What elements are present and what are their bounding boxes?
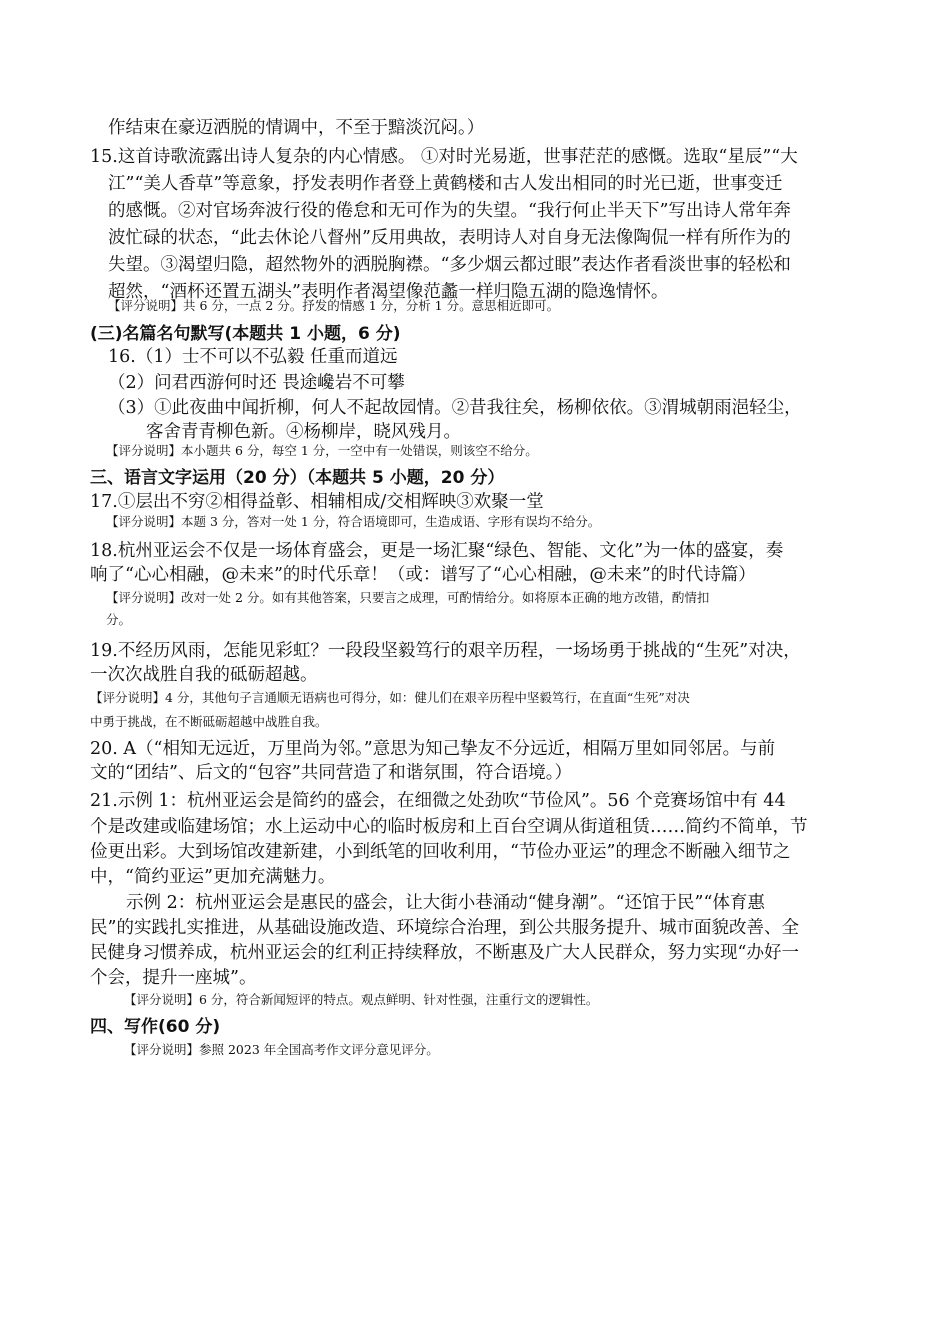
q15-line-6: 超然，“酒杯还置五湖头”表明作者渴望像范蠡一样归隐五湖的隐逸情怀。 — [108, 282, 669, 302]
q15-scoring-note: 【评分说明】共 6 分，一点 2 分。抒发的情感 1 分，分析 1 分。意思相近即可。 — [108, 298, 560, 313]
q15-line-2: 江”“美人香草”等意象，抒发表明作者登上黄鹤楼和古人发出相同的时光已逝，世事变迁 — [108, 174, 783, 194]
q15-line-4: 波忙碌的状态，“此去休论八督州”反用典故，表明诗人对自身无法像陶侃一样有所作为的 — [108, 228, 791, 248]
q20-line-2: 文的“团结”、后文的“包容”共同营造了和谐氛围，符合语境。） — [90, 763, 573, 783]
q21-scoring-note: 【评分说明】6 分，符合新闻短评的特点。观点鲜明、针对性强，注重行文的逻辑性。 — [124, 992, 599, 1007]
q16-line-2: （2）问君西游何时还 畏途巉岩不可攀 — [108, 373, 405, 393]
q21-example2-line-2: 民”的实践扎实推进，从基础设施改造、环境综合治理，到公共服务提升、城市面貌改善、全 — [90, 918, 799, 938]
q16-line-1: 16.（1）士不可以不弘毅 任重而道远 — [108, 347, 398, 367]
q21-line-1: 21.示例 1：杭州亚运会是简约的盛会，在细微之处劲吹“节俭风”。56 个竞赛场馆中有 44 — [90, 791, 786, 811]
q19-line-2: 一次次战胜自我的砥砺超越。 — [90, 665, 318, 685]
q15-line-5: 失望。③渴望归隐，超然物外的洒脱胸襟。“多少烟云都过眼”表达作者看淡世事的轻松和 — [108, 255, 791, 275]
q18-scoring-note-1: 【评分说明】改对一处 2 分。如有其他答案，只要言之成理，可酌情给分。如将原本正确的地方改错，酌情扣 — [106, 590, 710, 605]
q20-line-1: 20. A（“相知无远近，万里尚为邻。”意思为知己挚友不分远近，相隔万里如同邻居。与前 — [90, 739, 776, 759]
section-heading-language-use: 三、语言文字运用（20 分）（本题共 5 小题，20 分） — [90, 468, 505, 488]
section-heading-memorization: (三)名篇名句默写(本题共 1 小题，6 分) — [90, 324, 401, 344]
q16-line-3: （3）①此夜曲中闻折柳，何人不起故园情。②昔我往矣，杨柳依依。③渭城朝雨浥轻尘， — [108, 398, 802, 418]
q14-tail-line: 作结束在豪迈洒脱的情调中，不至于黯淡沉闷。） — [108, 118, 485, 138]
q19-scoring-note-1: 【评分说明】4 分，其他句子言通顺无语病也可得分，如：健儿们在艰辛历程中坚毅笃行，在直面“生死”对决 — [90, 690, 690, 705]
q15-line-1: 15.这首诗歌流露出诗人复杂的内心情感。 ①对时光易逝，世事茫茫的感慨。选取“星辰”“大 — [90, 147, 798, 167]
q16-line-4: 客舍青青柳色新。④杨柳岸，晓风残月。 — [146, 422, 461, 442]
q21-example2-line-4: 个会，提升一座城”。 — [90, 968, 257, 988]
q15-line-3: 的感慨。②对官场奔波行役的倦怠和无可作为的失望。“我行何止半天下”写出诗人常年奔 — [108, 201, 791, 221]
q19-scoring-note-2: 中勇于挑战，在不断砥砺超越中战胜自我。 — [90, 714, 328, 729]
writing-scoring-note: 【评分说明】参照 2023 年全国高考作文评分意见评分。 — [124, 1042, 439, 1057]
q21-example2-line-1: 示例 2：杭州亚运会是惠民的盛会，让大街小巷涌动“健身潮”。“还馆于民”“体育惠 — [126, 893, 765, 913]
q21-example2-line-3: 民健身习惯养成，杭州亚运会的红利正持续释放，不断惠及广大人民群众，努力实现“办好一 — [90, 943, 799, 963]
q18-line-2: 响了“心心相融，@未来”的时代乐章！（或：谱写了“心心相融，@未来”的时代诗篇） — [90, 565, 756, 585]
q18-scoring-note-2: 分。 — [106, 612, 132, 627]
q17-line: 17.①层出不穷②相得益彰、相辅相成/交相辉映③欢聚一堂 — [90, 492, 544, 512]
q17-scoring-note: 【评分说明】本题 3 分，答对一处 1 分，符合语境即可，生造成语、字形有误均不给分。 — [106, 514, 601, 529]
q21-line-2: 个是改建或临建场馆；水上运动中心的临时板房和上百台空调从街道租赁……简约不简单，节 — [90, 817, 808, 837]
q21-line-4: 中，“简约亚运”更加充满魅力。 — [90, 867, 336, 887]
q16-scoring-note: 【评分说明】本小题共 6 分，每空 1 分，一空中有一处错误，则该空不给分。 — [106, 443, 538, 458]
q19-line-1: 19.不经历风雨，怎能见彩虹？一段段坚毅笃行的艰辛历程，一场场勇于挑战的“生死”对决， — [90, 641, 801, 661]
section-heading-writing: 四、写作(60 分) — [90, 1017, 221, 1037]
q21-line-3: 俭更出彩。大到场馆改建新建，小到纸笔的回收利用，“节俭办亚运”的理念不断融入细节之 — [90, 842, 791, 862]
q18-line-1: 18.杭州亚运会不仅是一场体育盛会，更是一场汇聚“绿色、智能、文化”为一体的盛宴，奏 — [90, 541, 784, 561]
